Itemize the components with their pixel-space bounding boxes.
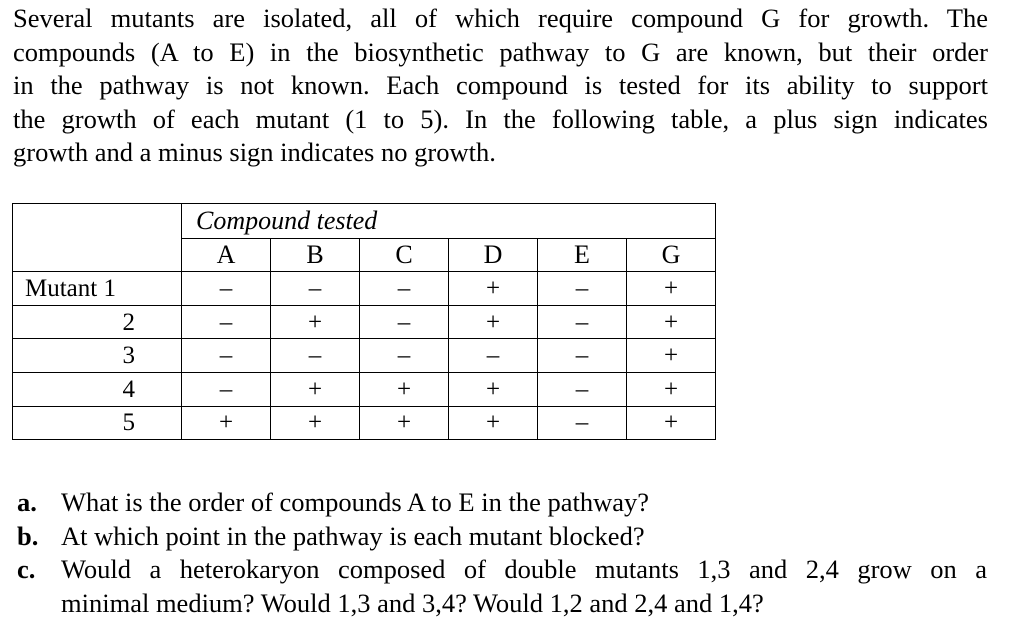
question-letter: b. [17, 520, 39, 551]
table-cell: + [449, 372, 538, 406]
question-line: At which point in the pathway is each mutant blocked? [61, 520, 645, 551]
table-cell: + [360, 372, 449, 406]
question-letter: c. [17, 554, 36, 585]
intro-line: the growth of each mutant (1 to 5). In the following table, a plus sign indicates [13, 103, 988, 134]
table-row [13, 372, 716, 406]
column-header: C [360, 238, 449, 272]
table-cell: – [182, 272, 271, 306]
table-cell: + [449, 406, 538, 440]
table-cell: – [538, 272, 627, 306]
table-cell: – [538, 406, 627, 440]
table-cell: – [271, 272, 360, 306]
table-cell: + [627, 272, 716, 306]
question-text [61, 486, 987, 520]
row-label: 3 [13, 339, 182, 373]
table-cell: – [182, 339, 271, 373]
question-line: What is the order of compounds A to E in the pathway? [61, 487, 650, 517]
question-item [17, 553, 987, 620]
table-row [13, 406, 716, 440]
table-cell: + [449, 272, 538, 306]
intro-paragraph [13, 2, 988, 170]
question-item [17, 520, 987, 554]
intro-line: in the pathway is not known. Each compound is tested for its ability to support [13, 70, 988, 101]
corner-cell [13, 238, 182, 272]
table-row [13, 305, 716, 339]
question-line: Would a heterokaryon composed of double mutants 1,3 and 2,4 grow on a [61, 554, 987, 585]
table-cell: + [627, 305, 716, 339]
row-label: 5 [13, 406, 182, 440]
table-cell: + [449, 305, 538, 339]
question-item [17, 486, 987, 520]
intro-line: Several mutants are isolated, all of which require compound G for growth. The [13, 3, 988, 33]
question-line: minimal medium? Would 1,3 and 3,4? Would 1,2 and 2,4 and 1,4? [61, 587, 764, 618]
table-cell: – [538, 305, 627, 339]
growth-table [12, 203, 716, 440]
column-header: G [627, 238, 716, 272]
table-cell: + [627, 406, 716, 440]
column-header: D [449, 238, 538, 272]
question-list [17, 486, 987, 620]
table-cell: + [360, 406, 449, 440]
table-group-header-row [13, 204, 716, 239]
table-row [13, 339, 716, 373]
table-cell: + [271, 305, 360, 339]
intro-line: compounds (A to E) in the biosynthetic pathway to G are known, but their order [13, 36, 988, 67]
row-label: 4 [13, 372, 182, 406]
column-header: E [538, 238, 627, 272]
table-cell: – [182, 305, 271, 339]
question-text [61, 520, 987, 554]
table-cell: – [538, 339, 627, 373]
table-cell: – [360, 305, 449, 339]
table-cell: – [271, 339, 360, 373]
table-cell: – [182, 372, 271, 406]
question-text [61, 553, 987, 620]
table-cell: + [271, 372, 360, 406]
column-header: B [271, 238, 360, 272]
compound-tested-header: Compound tested [182, 204, 716, 239]
table-cell: – [360, 272, 449, 306]
table-column-header-row [13, 238, 716, 272]
table-cell: + [627, 339, 716, 373]
corner-cell [13, 204, 182, 239]
row-label: Mutant 1 [13, 272, 182, 306]
table-cell: + [271, 406, 360, 440]
question-letter: a. [17, 487, 37, 517]
table-row [13, 272, 716, 306]
table-cell: + [182, 406, 271, 440]
intro-line: growth and a minus sign indicates no growth. [13, 137, 496, 168]
row-label: 2 [13, 305, 182, 339]
table-cell: – [360, 339, 449, 373]
column-header: A [182, 238, 271, 272]
table-cell: – [538, 372, 627, 406]
table-cell: – [449, 339, 538, 373]
table-cell: + [627, 372, 716, 406]
